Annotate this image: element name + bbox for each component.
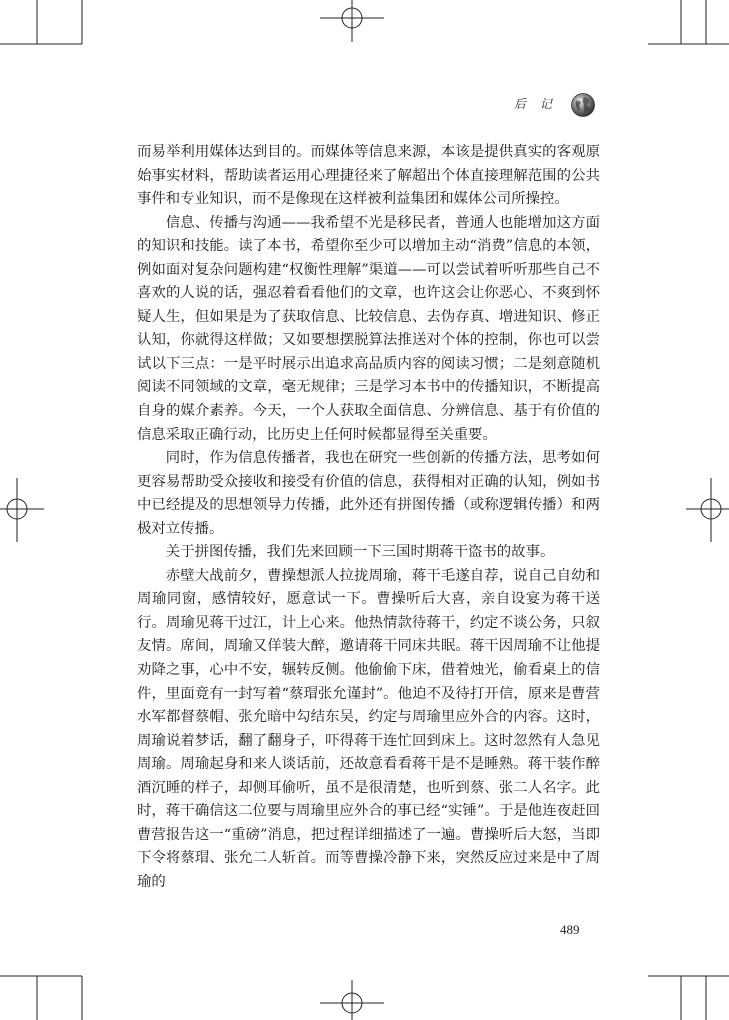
paragraph: 关于拼图传播，我们先来回顾一下三国时期蒋干盗书的故事。 (165, 544, 555, 561)
running-header (500, 92, 610, 118)
registration-mark-bottom (320, 980, 384, 1020)
registration-mark-top (320, 0, 384, 42)
globe-icon (570, 92, 596, 118)
registration-mark-left (0, 478, 44, 542)
paragraph: 赤壁大战前夕，曹操想派人拉拢周瑜，蒋干毛遂自荐，说自己自幼和周瑜同窗，感情较好，愿意试一下。曹操听后大喜，亲自设宴为蒋干送行。周瑜见蒋干过江，计上心来。他热情款待蒋干，约定不谈公务，只叙友情。席间，周瑜又佯装大醉，邀请蒋干同床共眠。蒋干因周瑜不让他提劝降之事，心中不安，辗转反侧。他偷偷下床，借着烛光，偷看桌上的信件，里面竟有一封写着“蔡瑁张允谨封”。他迫不及待打开信，原来是曹营水军都督蔡帽、张允暗中勾结东吴，约定与周瑜里应外合的内容。这时，周瑜说着梦话，翻了翻身子，吓得蒋干连忙回到床上。这时忽然有人急见周瑜。周瑜起身和来人谈话前，还故意看看蒋干是不是睡熟。蒋干装作醉酒沉睡的样子，却侧耳偷听，虽不是很清楚，也听到蔡、张二人名字。此时，蒋干确信这二位要与周瑜里应外合的事已经“实锤”。于是他连夜赶回曹营报告这一“重磅”消息，把过程详细描述了一遍。曹操听后大怒，当即下令将蔡瑁、张允二人斩首。而等曹操冷静下来，突然反应过来是中了周瑜的 (137, 567, 600, 890)
registration-mark-right (686, 478, 729, 542)
page-number: 489 (560, 922, 580, 937)
paragraph: 同时，作为信息传播者，我也在研究一些创新的传播方法，思考如何更容易帮助受众接收和接受有价值的信息，获得相对正确的认知，例如书中已经提及的思想领导力传播，此外还有拼图传播（或称逻辑传播）和两极对立传播。 (137, 450, 600, 537)
body-text (137, 141, 600, 895)
running-title: 后 记 (514, 97, 557, 111)
paragraph: 信息、传播与沟通——我希望不光是移民者，普通人也能增加这方面的知识和技能。读了本书，希望你至少可以增加主动“消费”信息的本领，例如面对复杂问题构建“权衡性理解”渠道——可以尝试着听听那些自己不喜欢的人说的话，强忍着看看他们的文章，也许这会让你恶心、不爽到怀疑人生，但如果是为了获取信息、比较信息、去伪存真、增进知识、修正认知，你就得这样做；又如要想摆脱算法推送对个体的控制，你也可以尝试以下三点：一是平时展示出追求高品质内容的阅读习惯；二是刻意随机阅读不同领域的文章，毫无规律；三是学习本书中的传播知识，不断提高自身的媒介素养。今天，一个人获取全面信息、分辨信息、基于有价值的信息采取正确行动，比历史上任何时候都显得至关重要。 (137, 214, 600, 443)
paragraph: 而易举利用媒体达到目的。而媒体等信息来源，本该是提供真实的客观原始事实材料，帮助读者运用心理捷径来了解超出个体直接理解范围的公共事件和专业知识，而不是像现在这样被利益集团和媒体公司所操控。 (137, 144, 600, 208)
